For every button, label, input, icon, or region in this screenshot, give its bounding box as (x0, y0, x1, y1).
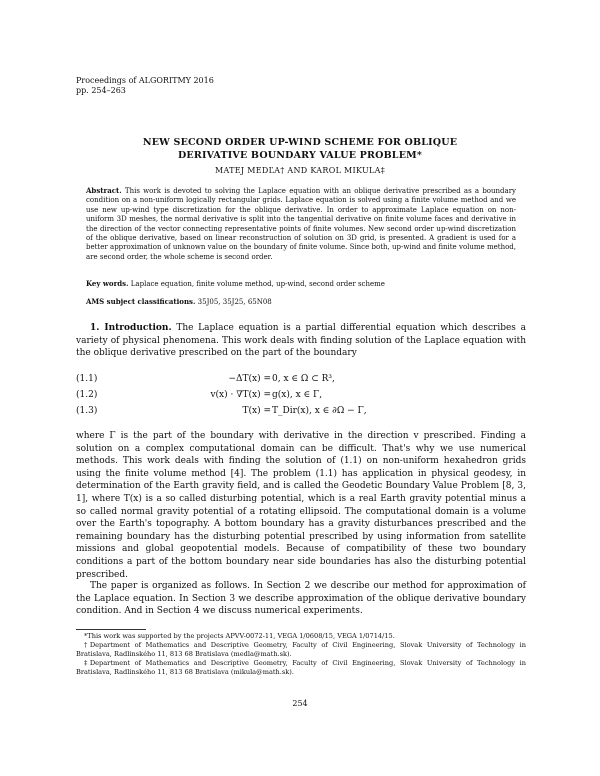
page-range: pp. 254–263 (76, 86, 126, 95)
ams-text: 35J05, 35J25, 65N08 (197, 298, 272, 306)
footnote-author-2: ‡Department of Mathematics and Descriptive Geometry, Faculty of Civil Engineering, Slovak University of Technology in Bratislava, Radlinského 11, 813 68 Bratislava (mikula@math.sk). (76, 659, 526, 676)
introduction-text: The Laplace equation is a partial differential equation which describes a variety of physical phenomena. This work deals with finding solution of the Laplace equation with the oblique derivative prescribed on the part of the boundary (76, 323, 526, 359)
page-number: 254 (292, 699, 308, 708)
equation-lhs: T(x) = (242, 406, 271, 416)
ams-classifications (86, 297, 516, 306)
abstract (86, 186, 516, 262)
introduction-paragraph (76, 322, 526, 360)
proceedings-name: Proceedings of ALGORITMY 2016 (76, 76, 214, 85)
equation-1-3 (76, 406, 526, 420)
abstract-label: Abstract. (86, 186, 122, 195)
keywords-text: Laplace equation, finite volume method, up-wind, second order scheme (130, 280, 385, 288)
equation-rhs: g(x), x ∈ Γ, (272, 390, 323, 400)
body-paragraph-2: The paper is organized as follows. In Section 2 we describe our method for approximation of the Laplace equation. In Section 3 we describe approximation of the oblique derivative boundary condition. And in Section 4 we discuss numerical experiments. (76, 581, 526, 617)
body-paragraph-1: where Γ is the part of the boundary with derivative in the direction v prescribed. Finding a solution on a complex computational domain can be difficult. That's why we use numerical methods. This work deals with finding the solution of (1.1) on non-uniform hexahedron grids using the finite volume method [4]. The problem (1.1) has application in physical geodesy, in determination of the Earth gravity field, and is called the Geodetic Boundary Value Problem [8, 3, 1], where T(x) is a so called disturbing potential, which is a real Earth gravity potential minus a so called normal gravity potential of a rotating ellipsoid. The computational domain is a volume over the Earth's topography. A bottom boundary has a gravity disturbances prescribed and the remaining boundary has the disturbing potential prescribed by using information from satellite missions and global geopotential models. Because of compatibility of these two boundary conditions a part of the bottom boundary near side boundaries has also the disturbing potential prescribed. (76, 431, 526, 580)
title-line-2: DERIVATIVE BOUNDARY VALUE PROBLEM* (177, 150, 423, 161)
equation-lhs: v(x) · ∇T(x) = (210, 390, 271, 400)
equation-rhs: T_Dir(x), x ∈ ∂Ω − Γ, (272, 406, 367, 416)
equation-lhs: −ΔT(x) = (228, 374, 271, 384)
footnote-author-1: †Department of Mathematics and Descriptive Geometry, Faculty of Civil Engineering, Slovak University of Technology in Bratislava, Radlinského 11, 813 68 Bratislava (medla@math.sk). (76, 641, 526, 658)
equation-rhs: 0, x ∈ Ω ⊂ R³, (272, 374, 335, 384)
ams-label: AMS subject classifications. (86, 297, 196, 306)
section-heading: 1. Introduction. (90, 323, 172, 333)
keywords-label: Key words. (86, 279, 129, 288)
footnote-rule (76, 629, 146, 630)
title-line-1: NEW SECOND ORDER UP-WIND SCHEME FOR OBLIQUE (142, 137, 458, 148)
authors: MATEJ MEDĽA† AND KAROL MIKULA‡ (214, 166, 385, 175)
equation-number: (1.2) (76, 390, 98, 400)
keywords (86, 279, 516, 288)
equation-number: (1.3) (76, 406, 98, 416)
proceedings-header (76, 76, 214, 96)
footnote-funding: *This work was supported by the projects APVV-0072-11, VEGA 1/0608/15, VEGA 1/0714/15. (84, 632, 395, 640)
equation-1-1 (76, 374, 526, 388)
equation-number: (1.1) (76, 374, 98, 384)
equation-1-2 (76, 390, 526, 404)
paper-title (60, 136, 540, 162)
abstract-text: This work is devoted to solving the Laplace equation with an oblique derivative prescribed as a boundary condition on a non-uniform logically rectangular grids. Laplace equation is solved using a finite volume method and we use new up-wind type discretization for the oblique derivative. In order to approximate Laplace equation on non-uniform 3D meshes, the normal derivative is split into the tangential derivative on finite volume faces and derivative in the direction of the vector connecting representative points of finite volumes. New second order up-wind discretization of the oblique derivative, based on linear reconstruction of solution on 3D grid, is presented. A gradient is used for a better approximation of unknown value on the boundary of finite volume. Since both, up-wind and finite volume method, are second order, the whole scheme is second order. (86, 187, 516, 261)
